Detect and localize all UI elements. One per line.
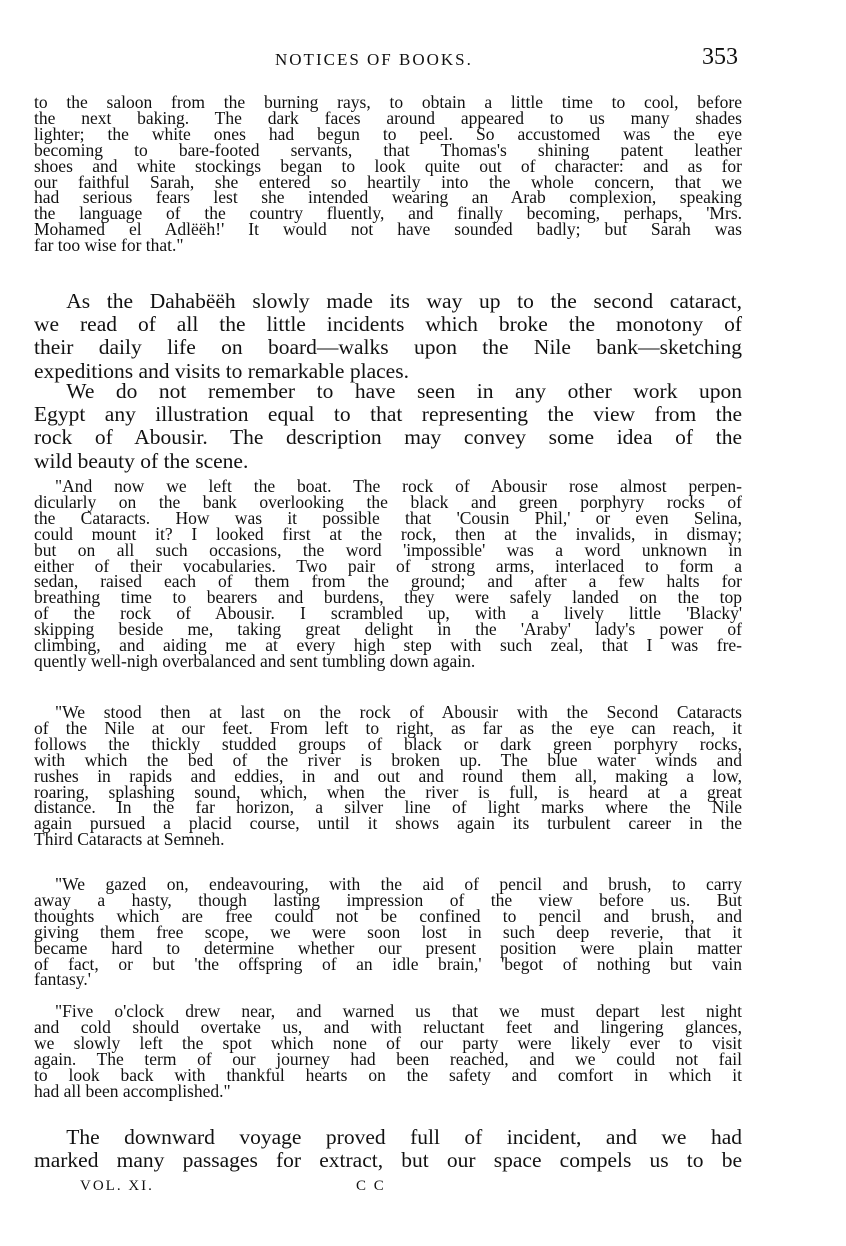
quoted-paragraph (34, 476, 742, 671)
body-paragraph (34, 380, 742, 473)
text-line: we slowly left the spot which none of our party were likely ever to visit (34, 1032, 742, 1053)
page-header (0, 46, 846, 76)
text-line: Third Cataracts at Semneh. (34, 829, 225, 850)
text-line: roaring, splashing sound, which, when the river is full, is heard at a great (34, 781, 742, 802)
quoted-paragraph (34, 92, 742, 256)
volume-label: VOL. XI. (80, 1178, 154, 1194)
text-line: climbing, and aiding me at every high step with such zeal, that I was fre- (34, 635, 742, 656)
text-line: fantasy.' (34, 969, 91, 990)
text-line: breathing time to bearers and burdens, they were safely landed on the top (34, 587, 742, 608)
quoted-paragraph (34, 1001, 742, 1101)
text-line: we read of all the little incidents which broke the monotony of (34, 312, 742, 337)
text-line: could mount it? I looked first at the rock, then at the invalids, in dismay; (34, 523, 742, 544)
text-line: to the saloon from the burning rays, to obtain a little time to cool, before (34, 92, 742, 112)
running-title: NOTICES OF BOOKS. (275, 50, 473, 69)
text-line: of fact, or but 'the offspring of an idle brain,' 'begot of nothing but vain (34, 953, 742, 974)
text-line: far too wise for that." (34, 235, 184, 256)
text-line: again pursued a placid course, until it shows again its turbulent career in the (34, 813, 742, 834)
text-line: We do not remember to have seen in any other work upon (66, 379, 742, 403)
text-line: the Cataracts. How was it possible that 'Cousin Phil,' or even Selina, (34, 507, 742, 528)
text-line: rushes in rapids and eddies, in and out and round them all, making a low, (34, 765, 742, 786)
text-line: became hard to determine whether our present position were plain matter (34, 937, 742, 958)
body-paragraph (34, 290, 742, 383)
quoted-paragraph (34, 874, 742, 990)
text-line: "We stood then at last on the rock of Abousir with the Second Cataracts (55, 702, 742, 722)
text-line: of the Nile at our feet. From left to right, as far as the eye can reach, it (34, 717, 742, 738)
text-line: thoughts which are free could not be confined to pencil and brush, and (34, 905, 742, 926)
page-footer (0, 1178, 846, 1200)
text-line: wild beauty of the scene. (34, 448, 249, 473)
text-line: follows the thickly studded groups of black or dark green porphyry rocks, (34, 733, 742, 754)
text-line: shoes and white stockings began to look quite out of character: and as for (34, 155, 742, 176)
text-line: "And now we left the boat. The rock of Abousir rose almost perpen- (55, 476, 742, 496)
text-line: "We gazed on, endeavouring, with the aid of pencil and brush, to carry (55, 874, 742, 894)
text-line: to look back with thankful hearts on the safety and comfort in which it (34, 1064, 742, 1085)
page-number: 353 (702, 44, 738, 70)
signature-mark: C C (356, 1178, 386, 1194)
text-line: away a hasty, though lasting impression of the view before us. But (34, 889, 742, 910)
text-line: had serious fears lest she intended wearing an Arab complexion, speaking (34, 187, 742, 208)
text-line: either of their vocabularies. Two pair of strong arms, interlaced to form a (34, 555, 742, 576)
text-line: our faithful Sarah, she entered so heartily into the whole concern, that we (34, 171, 742, 192)
text-line: As the Dahabëëh slowly made its way up to the second cataract, (66, 289, 742, 313)
text-line: Mohamed el Adlëëh!' It would not have sounded badly; but Sarah was (34, 219, 742, 240)
text-line: distance. In the far horizon, a silver line of light marks where the Nile (34, 797, 742, 818)
text-line: giving them free scope, we were soon lost in such deep reverie, that it (34, 921, 742, 942)
text-line: sedan, raised each of them from the ground; and after a few halts for (34, 571, 742, 592)
body-paragraph (34, 1126, 742, 1172)
text-line: their daily life on board—walks upon the Nile bank—sketching (34, 335, 742, 360)
text-line: and cold should overtake us, and with reluctant feet and lingering glances, (34, 1016, 742, 1037)
text-line: dicularly on the bank overlooking the black and green porphyry rocks of (34, 491, 742, 512)
text-line: of the rock of Abousir. I scrambled up, with a lively little 'Blacky' (34, 603, 742, 624)
text-line: becoming to bare-footed servants, that Thomas's shining patent leather (34, 139, 742, 160)
text-line: rock of Abousir. The description may convey some idea of the (34, 425, 742, 450)
text-line: The downward voyage proved full of incident, and we had (66, 1125, 742, 1149)
text-line: the next baking. The dark faces around appeared to us many shades (34, 107, 742, 128)
text-line: "Five o'clock drew near, and warned us that we must depart lest night (55, 1001, 742, 1021)
text-line: quently well-nigh overbalanced and sent tumbling down again. (34, 650, 476, 671)
text-line: with which the bed of the river is broken up. The blue water winds and (34, 749, 742, 770)
text-line: again. The term of our journey had been reached, and we could not fail (34, 1048, 742, 1069)
text-line: expeditions and visits to remarkable places. (34, 358, 409, 383)
text-line: lighter; the white ones had begun to peel. So accustomed was the eye (34, 123, 742, 144)
text-line: but on all such occasions, the word 'impossible' was a word unknown in (34, 539, 742, 560)
text-line: skipping beside me, taking great delight in the 'Araby' lady's power of (34, 619, 742, 640)
text-line: the language of the country fluently, and finally becoming, perhaps, 'Mrs. (34, 203, 742, 224)
text-line: had all been accomplished." (34, 1080, 231, 1101)
text-line: marked many passages for extract, but our space compels us to be (34, 1148, 742, 1173)
text-line: Egypt any illustration equal to that representing the view from the (34, 402, 742, 427)
quoted-paragraph (34, 702, 742, 850)
